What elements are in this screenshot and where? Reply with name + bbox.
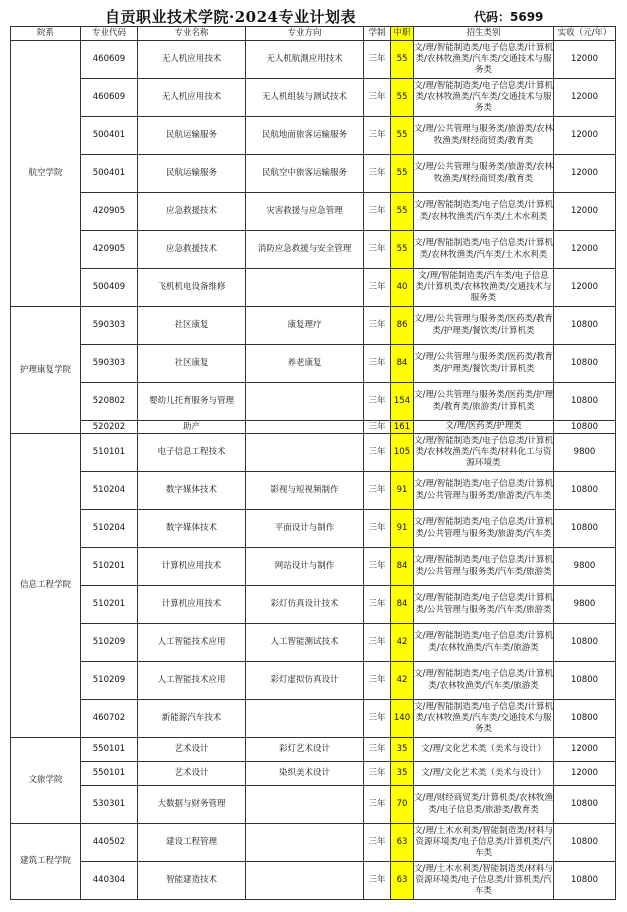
col-header-fee: 实收（元/年）: [554, 27, 616, 41]
table-row: [11, 231, 616, 269]
table-row: [11, 117, 616, 155]
major-code-cell: 510201: [81, 548, 138, 586]
col-header-direction: 专业方向: [246, 27, 364, 41]
major-name-cell: 飞机机电设备维修: [138, 269, 246, 307]
category-cell: 文/理/智能制造类/电子信息类/计算机类/公共管理与服务类/汽车类/旅游类: [414, 586, 554, 624]
table-row: [11, 41, 616, 79]
years-cell: 三年: [364, 548, 391, 586]
college-cell: 文旅学院: [11, 738, 81, 824]
direction-cell: 无人机航測应用技术: [246, 41, 364, 79]
quota-cell: 55: [391, 79, 414, 117]
category-cell: 文/理/公共管理与服务类/旅游类/农林牧渔类/财经商贸类/教育类: [414, 117, 554, 155]
major-code-cell: 420905: [81, 231, 138, 269]
quota-cell: 70: [391, 786, 414, 824]
table-row: [11, 307, 616, 345]
direction-cell: [246, 700, 364, 738]
years-cell: 三年: [364, 345, 391, 383]
major-name-cell: 智能建造技术: [138, 862, 246, 900]
category-cell: 文/理/智能制造类/电子信息类/计算机类/公共管理与服务类/旅游类/汽车类: [414, 510, 554, 548]
col-header-college: 院系: [11, 27, 81, 41]
years-cell: 三年: [364, 383, 391, 421]
years-cell: 三年: [364, 307, 391, 345]
category-cell: 文/理/公共管理与服务类/旅游类/农林牧渔类/财经商贸类/教育类: [414, 155, 554, 193]
college-cell: 信息工程学院: [11, 434, 81, 738]
school-code: 代码：5699: [474, 10, 544, 24]
direction-cell: 无人机组装与测试技术: [246, 79, 364, 117]
fee-cell: 10800: [554, 345, 616, 383]
major-code-cell: 510201: [81, 586, 138, 624]
major-code-cell: 460609: [81, 41, 138, 79]
table-row: [11, 472, 616, 510]
major-code-cell: 420905: [81, 193, 138, 231]
fee-cell: 10800: [554, 421, 616, 434]
quota-cell: 35: [391, 738, 414, 762]
fee-cell: 10800: [554, 700, 616, 738]
category-cell: 文/理/智能制造类/电子信息类/计算机类/农林牧渔类/汽车类/旅游类: [414, 662, 554, 700]
major-name-cell: 社区康复: [138, 345, 246, 383]
years-cell: 三年: [364, 510, 391, 548]
major-code-cell: 510204: [81, 472, 138, 510]
major-code-cell: 460609: [81, 79, 138, 117]
years-cell: 三年: [364, 79, 391, 117]
quota-cell: 55: [391, 155, 414, 193]
quota-cell: 86: [391, 307, 414, 345]
college-cell: 航空学院: [11, 41, 81, 307]
category-cell: 文/理/公共管理与服务类/医药类/护理类/教育类/旅游类/计算机类: [414, 383, 554, 421]
major-code-cell: 550101: [81, 738, 138, 762]
fee-cell: 12000: [554, 738, 616, 762]
table-row: [11, 786, 616, 824]
col-header-years: 学制: [364, 27, 391, 41]
major-code-cell: 440304: [81, 862, 138, 900]
quota-cell: 55: [391, 193, 414, 231]
major-name-cell: 无人机应用技术: [138, 79, 246, 117]
major-name-cell: 应急救援技术: [138, 193, 246, 231]
years-cell: 三年: [364, 472, 391, 510]
direction-cell: 灾害救援与应急管理: [246, 193, 364, 231]
page-title: 自贡职业技术学院·2024专业计划表: [105, 8, 356, 26]
table-row: [11, 421, 616, 434]
fee-cell: 12000: [554, 155, 616, 193]
years-cell: 三年: [364, 762, 391, 786]
direction-cell: 民航地面旅客运输服务: [246, 117, 364, 155]
years-cell: 三年: [364, 700, 391, 738]
major-name-cell: 人工智能技术应用: [138, 624, 246, 662]
years-cell: 三年: [364, 155, 391, 193]
title-bar: [10, 6, 615, 26]
category-cell: 文/理/智能制造类/电子信息类/计算机类/农林牧渔类/汽车类/材料化工与资源环境类: [414, 434, 554, 472]
direction-cell: 影视与短视频制作: [246, 472, 364, 510]
direction-cell: 人工智能测试技术: [246, 624, 364, 662]
category-cell: 文/理/智能制造类/汽车类/电子信息类/计算机类/农林牧渔类/交通技术与服务类: [414, 269, 554, 307]
fee-cell: 12000: [554, 269, 616, 307]
table-row: [11, 193, 616, 231]
col-header-name: 专业名称: [138, 27, 246, 41]
direction-cell: 养老康复: [246, 345, 364, 383]
quota-cell: 42: [391, 624, 414, 662]
quota-cell: 55: [391, 41, 414, 79]
years-cell: 三年: [364, 624, 391, 662]
table-row: [11, 824, 616, 862]
major-name-cell: 助产: [138, 421, 246, 434]
table-row: [11, 79, 616, 117]
table-row: [11, 269, 616, 307]
quota-cell: 55: [391, 117, 414, 155]
fee-cell: 10800: [554, 510, 616, 548]
category-cell: 文/理/公共管理与服务类/医药类/教育类/护理类/餐饮类/计算机类: [414, 345, 554, 383]
direction-cell: [246, 269, 364, 307]
direction-cell: 平面设计与制作: [246, 510, 364, 548]
header-row: [11, 27, 616, 41]
fee-cell: 9800: [554, 586, 616, 624]
years-cell: 三年: [364, 193, 391, 231]
college-cell: 护理康复学院: [11, 307, 81, 434]
major-name-cell: 艺术设计: [138, 738, 246, 762]
quota-cell: 63: [391, 824, 414, 862]
fee-cell: 12000: [554, 193, 616, 231]
direction-cell: 染织美术设计: [246, 762, 364, 786]
major-code-cell: 440502: [81, 824, 138, 862]
table-row: [11, 345, 616, 383]
direction-cell: [246, 824, 364, 862]
years-cell: 三年: [364, 738, 391, 762]
major-code-cell: 530301: [81, 786, 138, 824]
direction-cell: 彩灯艺术设计: [246, 738, 364, 762]
table-row: [11, 700, 616, 738]
table-row: [11, 662, 616, 700]
major-code-cell: 520802: [81, 383, 138, 421]
college-cell: 建筑工程学院: [11, 824, 81, 900]
table-row: [11, 548, 616, 586]
fee-cell: 10800: [554, 472, 616, 510]
major-code-cell: 500409: [81, 269, 138, 307]
category-cell: 文/理/公共管理与服务类/医药类/教育类/护理类/餐饮类/计算机类: [414, 307, 554, 345]
major-name-cell: 数字媒体技术: [138, 472, 246, 510]
direction-cell: 康复理疗: [246, 307, 364, 345]
fee-cell: 10800: [554, 383, 616, 421]
quota-cell: 161: [391, 421, 414, 434]
fee-cell: 10800: [554, 624, 616, 662]
category-cell: 文/理/财经商贸类/计算机类/农林牧渔类/电子信息类/旅游类/教育类: [414, 786, 554, 824]
fee-cell: 10800: [554, 862, 616, 900]
category-cell: 文/理/土木水利类/智能制造类/材料与资源环境类/电子信息类/计算机类/汽车类: [414, 824, 554, 862]
table-row: [11, 624, 616, 662]
major-name-cell: 艺术设计: [138, 762, 246, 786]
quota-cell: 35: [391, 762, 414, 786]
category-cell: 文/理/智能制造类/电子信息类/计算机类/农林牧渔类/汽车类/旅游类: [414, 624, 554, 662]
table-row: [11, 862, 616, 900]
quota-cell: 140: [391, 700, 414, 738]
fee-cell: 12000: [554, 79, 616, 117]
fee-cell: 9800: [554, 548, 616, 586]
table-row: [11, 383, 616, 421]
major-code-cell: 510209: [81, 662, 138, 700]
col-header-category: 招生类别: [414, 27, 554, 41]
category-cell: 文/理/文化艺术类（美术与设计）: [414, 738, 554, 762]
direction-cell: [246, 434, 364, 472]
major-name-cell: 人工智能技术应用: [138, 662, 246, 700]
direction-cell: [246, 421, 364, 434]
fee-cell: 12000: [554, 762, 616, 786]
years-cell: 三年: [364, 231, 391, 269]
category-cell: 文/理/智能制造类/电子信息类/计算机类/农林牧渔类/汽车类/交通技术与服务类: [414, 700, 554, 738]
quota-cell: 154: [391, 383, 414, 421]
major-name-cell: 新能源汽车技术: [138, 700, 246, 738]
major-code-cell: 590303: [81, 345, 138, 383]
category-cell: 文/理/智能制造类/电子信息类/计算机类/公共管理与服务类/汽车类/旅游类: [414, 548, 554, 586]
major-code-cell: 500401: [81, 155, 138, 193]
col-header-quota: 中职: [391, 27, 414, 41]
quota-cell: 84: [391, 548, 414, 586]
quota-cell: 84: [391, 345, 414, 383]
fee-cell: 10800: [554, 307, 616, 345]
major-name-cell: 民航运输服务: [138, 155, 246, 193]
category-cell: 文/理/医药类/护理类: [414, 421, 554, 434]
direction-cell: 彩灯仿真设计技术: [246, 586, 364, 624]
years-cell: 三年: [364, 434, 391, 472]
direction-cell: [246, 383, 364, 421]
table-row: [11, 155, 616, 193]
table-row: [11, 586, 616, 624]
major-name-cell: 计算机应用技术: [138, 586, 246, 624]
major-code-cell: 510101: [81, 434, 138, 472]
quota-cell: 91: [391, 472, 414, 510]
major-code-cell: 460702: [81, 700, 138, 738]
years-cell: 三年: [364, 41, 391, 79]
major-code-cell: 500401: [81, 117, 138, 155]
major-name-cell: 婴幼儿托育服务与管理: [138, 383, 246, 421]
plan-table: [10, 26, 616, 900]
quota-cell: 91: [391, 510, 414, 548]
major-name-cell: 电子信息工程技术: [138, 434, 246, 472]
fee-cell: 10800: [554, 824, 616, 862]
category-cell: 文/理/智能制造类/电子信息类/计算机类/公共管理与服务类/旅游类/汽车类: [414, 472, 554, 510]
fee-cell: 12000: [554, 117, 616, 155]
years-cell: 三年: [364, 421, 391, 434]
quota-cell: 84: [391, 586, 414, 624]
quota-cell: 63: [391, 862, 414, 900]
quota-cell: 42: [391, 662, 414, 700]
major-code-cell: 520202: [81, 421, 138, 434]
quota-cell: 55: [391, 231, 414, 269]
fee-cell: 12000: [554, 231, 616, 269]
major-name-cell: 建设工程管理: [138, 824, 246, 862]
major-code-cell: 510204: [81, 510, 138, 548]
fee-cell: 10800: [554, 662, 616, 700]
category-cell: 文/理/智能制造类/电子信息类/计算机类/农林牧渔类/汽车类/土木水利类: [414, 193, 554, 231]
major-name-cell: 数字媒体技术: [138, 510, 246, 548]
direction-cell: 彩灯虚拟仿真设计: [246, 662, 364, 700]
category-cell: 文/理/文化艺术类（美术与设计）: [414, 762, 554, 786]
major-name-cell: 民航运输服务: [138, 117, 246, 155]
major-name-cell: 应急救援技术: [138, 231, 246, 269]
direction-cell: 民航空中旅客运输服务: [246, 155, 364, 193]
major-code-cell: 590303: [81, 307, 138, 345]
years-cell: 三年: [364, 269, 391, 307]
table-row: [11, 762, 616, 786]
major-name-cell: 计算机应用技术: [138, 548, 246, 586]
category-cell: 文/理/智能制造类/电子信息类/计算机类/农林牧渔类/汽车类/交通技术与服务类: [414, 41, 554, 79]
years-cell: 三年: [364, 586, 391, 624]
major-name-cell: 无人机应用技术: [138, 41, 246, 79]
quota-cell: 40: [391, 269, 414, 307]
years-cell: 三年: [364, 117, 391, 155]
category-cell: 文/理/土木水利类/智能制造类/材料与资源环境类/电子信息类/计算机类/汽车类: [414, 862, 554, 900]
years-cell: 三年: [364, 786, 391, 824]
quota-cell: 105: [391, 434, 414, 472]
years-cell: 三年: [364, 862, 391, 900]
fee-cell: 12000: [554, 41, 616, 79]
fee-cell: 9800: [554, 434, 616, 472]
direction-cell: 网站设计与制作: [246, 548, 364, 586]
major-name-cell: 大数据与财务管理: [138, 786, 246, 824]
direction-cell: [246, 786, 364, 824]
fee-cell: 10800: [554, 786, 616, 824]
table-body: [11, 41, 616, 900]
table-row: [11, 738, 616, 762]
years-cell: 三年: [364, 662, 391, 700]
major-name-cell: 社区康复: [138, 307, 246, 345]
category-cell: 文/理/智能制造类/电子信息类/计算机类/农林牧渔类/汽车类/土木水利类: [414, 231, 554, 269]
years-cell: 三年: [364, 824, 391, 862]
table-row: [11, 510, 616, 548]
direction-cell: [246, 862, 364, 900]
col-header-code: 专业代码: [81, 27, 138, 41]
direction-cell: 消防应急救援与安全管理: [246, 231, 364, 269]
major-code-cell: 510209: [81, 624, 138, 662]
category-cell: 文/理/智能制造类/电子信息类/计算机类/农林牧渔类/汽车类/交通技术与服务类: [414, 79, 554, 117]
major-code-cell: 550101: [81, 762, 138, 786]
table-row: [11, 434, 616, 472]
